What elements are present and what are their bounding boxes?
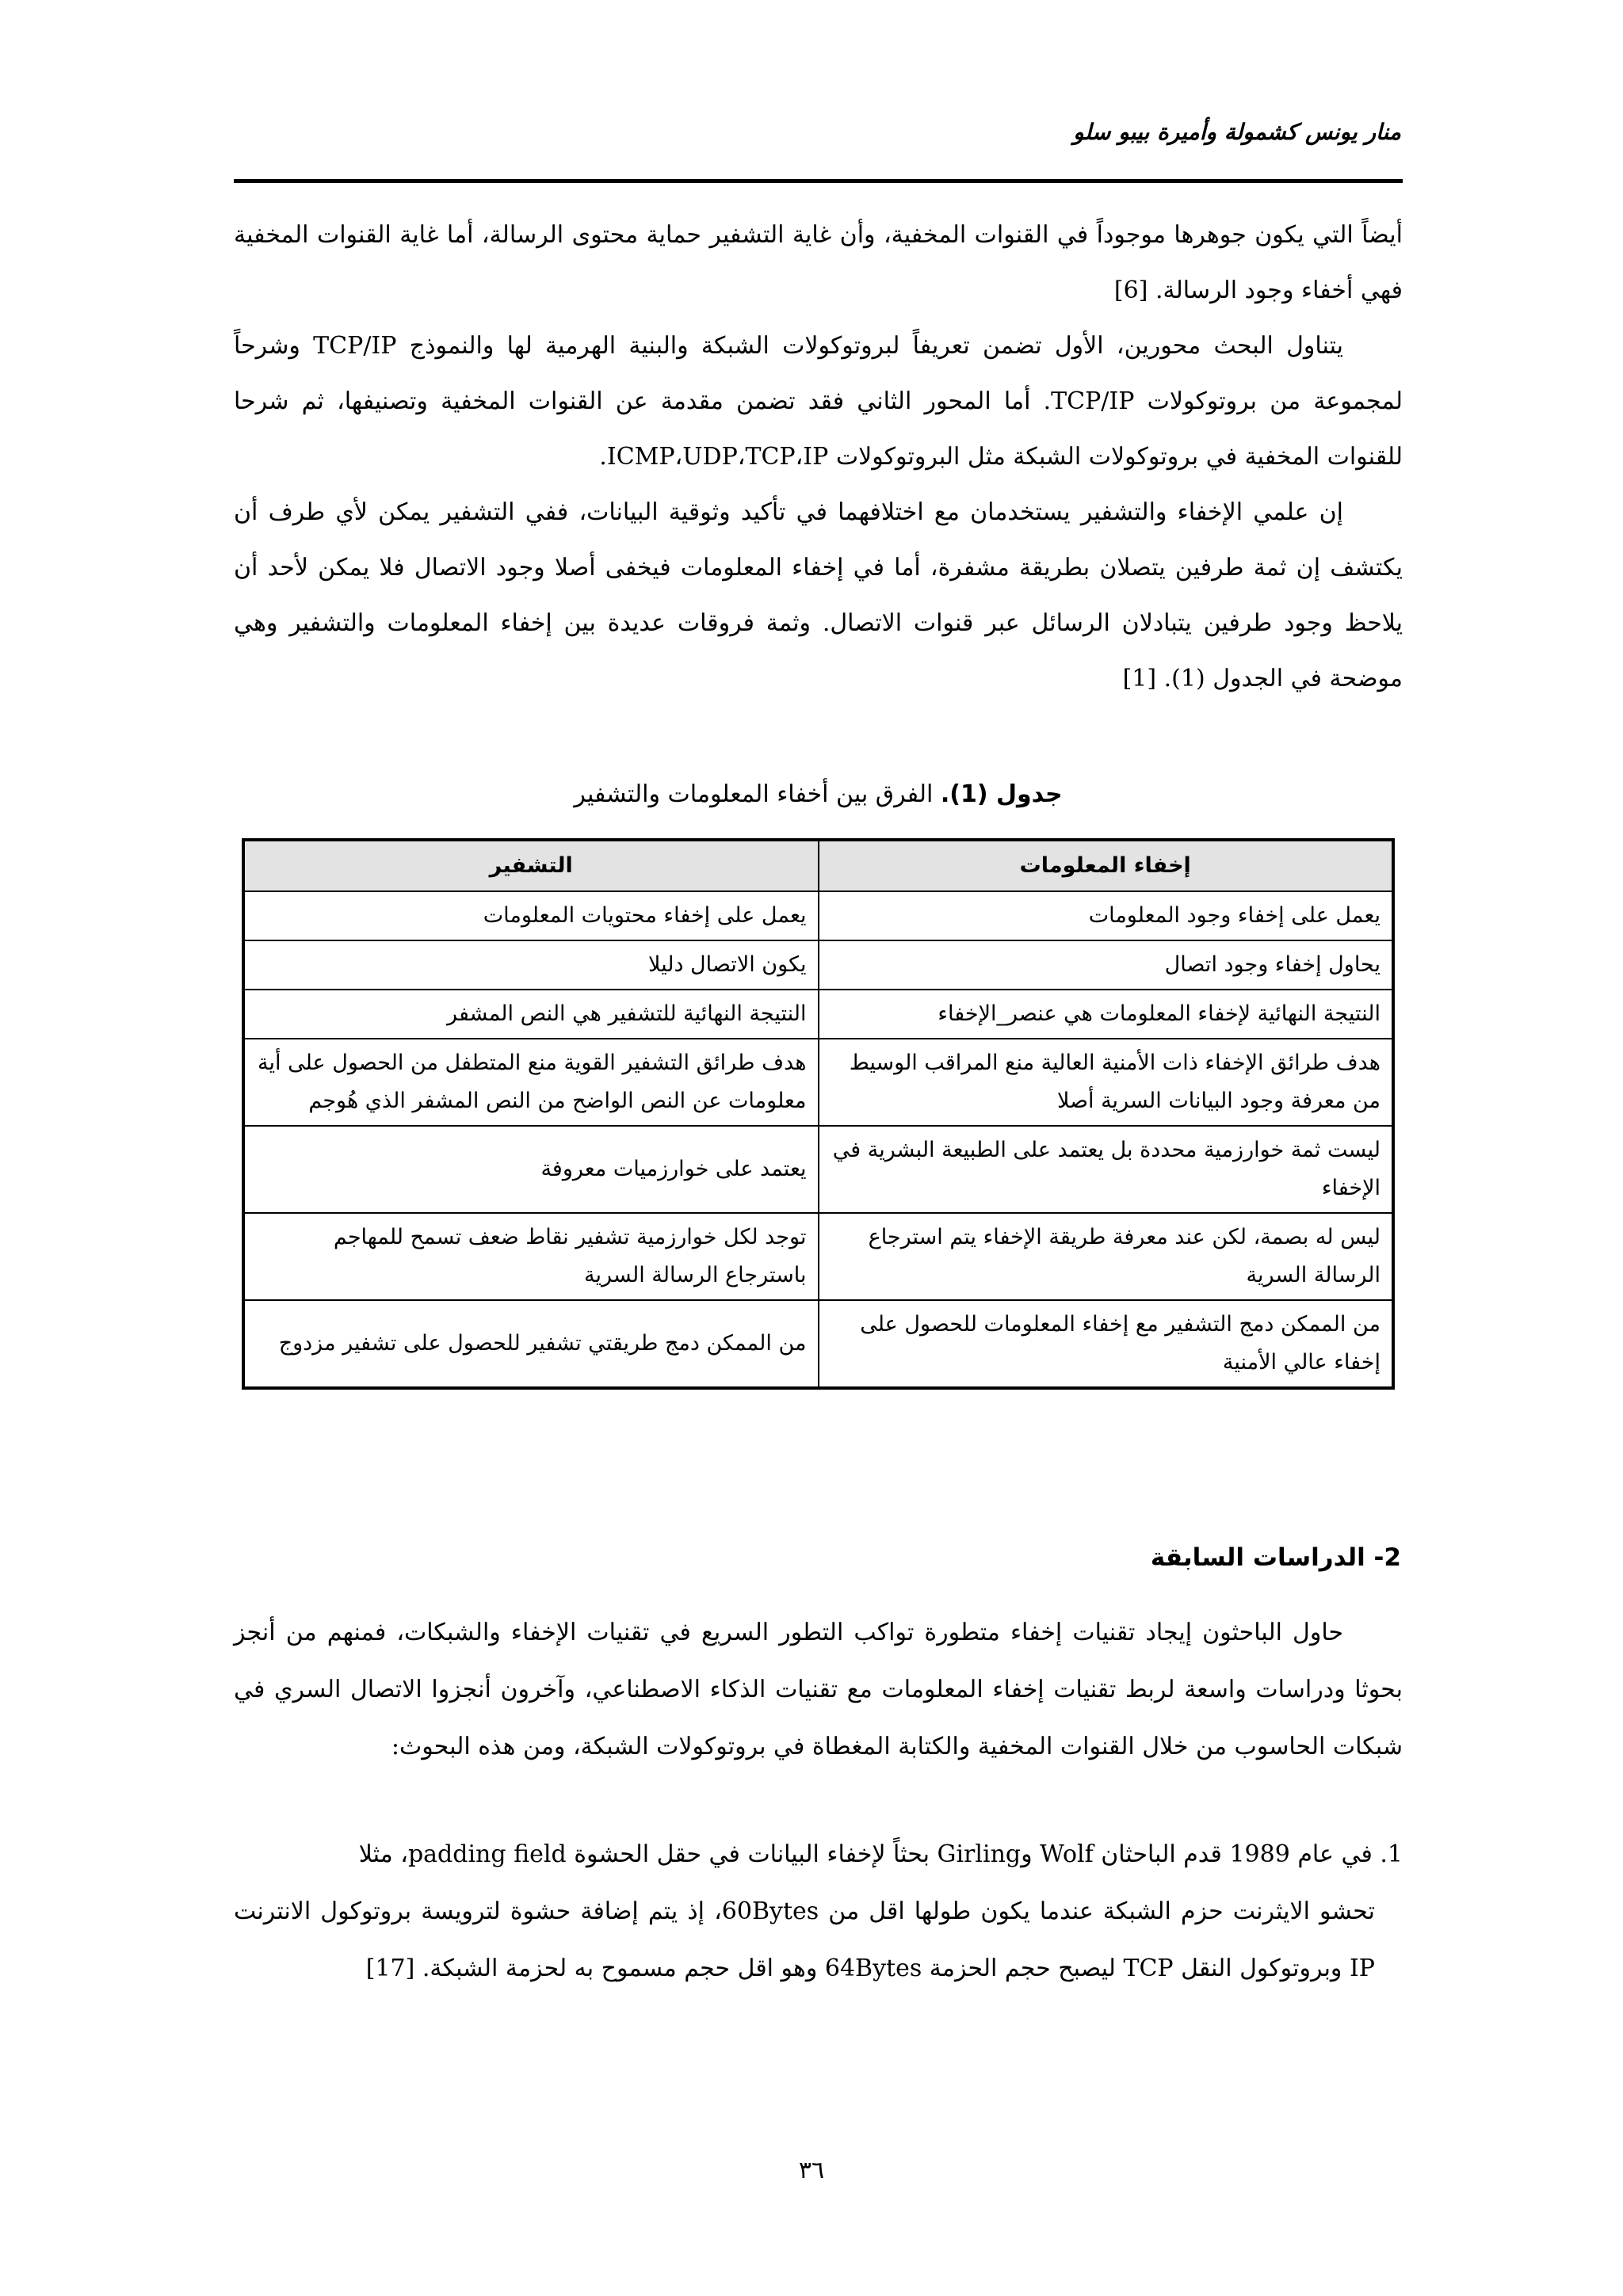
section-2-paragraph: حاول الباحثون إيجاد تقنيات إخفاء متطورة تواكب التطور السريع في تقنيات الإخفاء والشبكات، فمنهم من أنجز بحوثا ودراسات واسعة لربط تقنيات إخفاء المعلومات مع تقنيات الذكاء الاصطناعي، وآخرون أنجزوا الاتصال السري في شبكات الحاسوب من خلال القنوات المخفية والكتابة المغطاة في بروتوكولات الشبكة، ومن هذه البحوث: [234, 1619, 1403, 1760]
cell-hiding: يعمل على إخفاء وجود المعلومات [819, 891, 1394, 940]
table-row [243, 1300, 1393, 1388]
paragraph-3: إن علمي الإخفاء والتشفير يستخدمان مع اختلافهما في تأكيد وثوقية البيانات، ففي التشفير يمكن لأي طرف أن يكتشف إن ثمة طرفين يتصلان بطريقة مشفرة، أما في إخفاء المعلومات فيخفى أصلا وجود الاتصال فلا يمكن لأحد أن يلاحظ وجود طرفين يتبادلان الرسائل عبر قنوات الاتصال. وثمة فروقات عديدة بين إخفاء المعلومات والتشفير وهي موضحة في الجدول (1). [1] [234, 498, 1403, 692]
table-caption-label: جدول (1). [940, 780, 1063, 808]
intro-text [234, 208, 1403, 707]
table-caption [234, 780, 1403, 808]
table-caption-text: الفرق بين أخفاء المعلومات والتشفير [574, 780, 941, 808]
table-row [243, 940, 1393, 990]
table-row [243, 891, 1393, 940]
cell-encryption: يعمل على إخفاء محتويات المعلومات [243, 891, 819, 940]
cell-encryption: توجد لكل خوارزمية تشفير نقاط ضعف تسمح للمهاجم باسترجاع الرسالة السرية [243, 1213, 819, 1300]
list-item-first-line: 1. في عام 1989 قدم الباحثان Wolf وGirling بحثاً لإخفاء البيانات في حقل الحشوة padding field، مثلا [358, 1840, 1403, 1868]
table-row [243, 1213, 1393, 1300]
cell-encryption: يكون الاتصال دليلا [243, 940, 819, 990]
paragraph-2: يتناول البحث محورين، الأول تضمن تعريفاً لبروتوكولات الشبكة والبنية الهرمية لها والنموذج TCP/IP وشرحاً لمجموعة من بروتوكولات TCP/IP. أما المحور الثاني فقد تضمن مقدمة عن القنوات المخفية وتصنيفها، ثم شرحا للقنوات المخفية في بروتوكولات الشبكة مثل البروتوكولات ICMP،UDP،TCP،IP. [234, 332, 1403, 471]
header-hiding: إخفاء المعلومات [819, 840, 1394, 891]
cell-hiding: من الممكن دمج التشفير مع إخفاء المعلومات للحصول على إخفاء عالي الأمنية [819, 1300, 1394, 1388]
comparison-table [242, 838, 1395, 1390]
cell-hiding: النتيجة النهائية لإخفاء المعلومات هي عنصر_الإخفاء [819, 990, 1394, 1039]
table-row [243, 990, 1393, 1039]
section-2-text [234, 1604, 1403, 1775]
page-number: ٣٦ [798, 2157, 825, 2184]
list-item [234, 1826, 1403, 1997]
paragraph-1: أيضاً التي يكون جوهرها موجوداً في القنوات المخفية، وأن غاية التشفير حماية محتوى الرسالة، أما غاية القنوات المخفية فهي أخفاء وجود الرسالة. [6] [234, 221, 1403, 304]
section-2-title: 2- الدراسات السابقة [1150, 1543, 1401, 1572]
cell-hiding: ليست ثمة خوارزمية محددة بل يعتمد على الطبيعة البشرية في الإخفاء [819, 1126, 1394, 1213]
cell-hiding: يحاول إخفاء وجود اتصال [819, 940, 1394, 990]
cell-encryption: يعتمد على خوارزميات معروفة [243, 1126, 819, 1213]
list-item-continuation: تحشو الايثرنت حزم الشبكة عندما يكون طولها اقل من 60Bytes، إذ يتم إضافة حشوة لترويسة بروتوكول الانترنت IP وبروتوكول النقل TCP ليصبح حجم الحزمة 64Bytes وهو اقل حجم مسموح به لحزمة الشبكة. [17] [234, 1897, 1375, 1982]
table-row [243, 1126, 1393, 1213]
running-header: منار يونس كشمولة وأميرة بيبو سلو [1073, 119, 1401, 145]
cell-encryption: من الممكن دمج طريقتي تشفير للحصول على تشفير مزدوج [243, 1300, 819, 1388]
cell-encryption: هدف طرائق التشفير القوية منع المتطفل من الحصول على أية معلومات عن النص الواضح من النص المشفر الذي هُوجم [243, 1039, 819, 1126]
cell-hiding: ليس له بصمة، لكن عند معرفة طريقة الإخفاء يتم استرجاع الرسالة السرية [819, 1213, 1394, 1300]
cell-encryption: النتيجة النهائية للتشفير هي النص المشفر [243, 990, 819, 1039]
cell-hiding: هدف طرائق الإخفاء ذات الأمنية العالية منع المراقب الوسيط من معرفة وجود البيانات السرية أصلا [819, 1039, 1394, 1126]
table-header-row [243, 840, 1393, 891]
header-encryption: التشفير [243, 840, 819, 891]
header-rule [234, 179, 1403, 183]
table-row [243, 1039, 1393, 1126]
